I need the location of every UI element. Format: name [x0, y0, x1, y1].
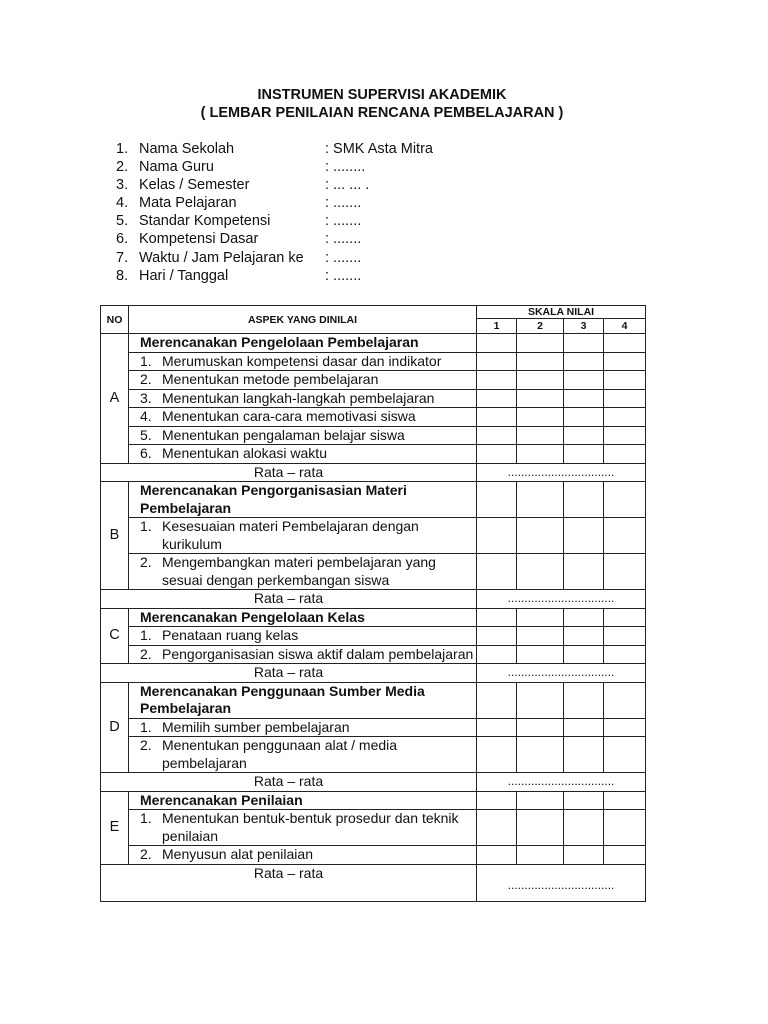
info-row	[116, 177, 433, 195]
criterion	[129, 389, 477, 408]
average-row	[101, 773, 646, 792]
average-value[interactable]: ................................	[477, 463, 646, 482]
info-number: 5.	[116, 213, 129, 230]
criterion-text: Menyusun alat penilaian	[162, 846, 313, 862]
table-row	[101, 352, 646, 371]
score-cell-2[interactable]	[517, 408, 564, 427]
section-code: C	[101, 608, 129, 664]
average-row	[101, 590, 646, 609]
score-cell-4[interactable]	[604, 408, 646, 427]
score-cell-4[interactable]	[604, 737, 646, 773]
info-number: 7.	[116, 249, 129, 266]
criterion-number: 1.	[140, 718, 152, 735]
table-row	[101, 445, 646, 464]
table-row	[101, 737, 646, 773]
average-value[interactable]: ................................	[477, 664, 646, 683]
criterion-text: Kesesuaian materi Pembelajaran dengan kurikulum	[162, 518, 419, 552]
info-value: : .......	[325, 249, 362, 266]
section-row	[101, 608, 646, 627]
score-cell-4[interactable]	[604, 718, 646, 737]
section-title: Merencanakan Pengelolaan Kelas	[129, 608, 477, 627]
criterion	[129, 445, 477, 464]
score-cell-2[interactable]	[517, 426, 564, 445]
criterion	[129, 554, 477, 590]
document-title: INSTRUMEN SUPERVISI AKADEMIK	[257, 87, 507, 103]
criterion-number: 1.	[140, 810, 152, 826]
score-cell-3[interactable]	[564, 645, 604, 664]
info-label: Hari / Tanggal	[139, 267, 229, 284]
score-cell-3[interactable]	[564, 352, 604, 371]
score-cell-1[interactable]	[477, 408, 517, 427]
info-row	[116, 250, 433, 268]
score-cell-4[interactable]	[604, 791, 646, 810]
info-label: Standar Kompetensi	[139, 213, 271, 230]
score-cell-2[interactable]	[517, 718, 564, 737]
info-value: : ... ... .	[325, 177, 370, 194]
average-row	[101, 463, 646, 482]
info-label: Kelas / Semester	[139, 177, 250, 194]
criterion-number: 2.	[140, 371, 152, 387]
criterion-number: 1.	[140, 518, 152, 534]
info-number: 1.	[116, 141, 129, 157]
score-cell-3[interactable]	[564, 554, 604, 590]
table-row	[101, 554, 646, 590]
score-cell-3[interactable]	[564, 791, 604, 810]
score-cell-1[interactable]	[477, 482, 517, 518]
header-scale-1: 1	[477, 319, 517, 334]
average-value[interactable]: ................................	[477, 864, 646, 901]
info-number: 6.	[116, 231, 129, 248]
score-cell-3[interactable]	[564, 389, 604, 408]
criterion-text: Mengembangkan materi pembelajaran yang sesuai dengan perkembangan siswa	[162, 554, 436, 588]
score-cell-3[interactable]	[564, 518, 604, 554]
table-row	[101, 426, 646, 445]
score-cell-2[interactable]	[517, 518, 564, 554]
criterion	[129, 408, 477, 427]
score-cell-2[interactable]	[517, 846, 564, 865]
criterion-text: Menentukan pengalaman belajar siswa	[162, 426, 405, 443]
criterion-number: 2.	[140, 554, 152, 570]
score-cell-1[interactable]	[477, 608, 517, 627]
info-row	[116, 141, 433, 159]
average-label: Rata – rata	[101, 590, 477, 609]
score-cell-1[interactable]	[477, 846, 517, 865]
criterion-text: Menentukan metode pembelajaran	[162, 371, 379, 387]
average-row	[101, 864, 646, 901]
section-code: A	[101, 334, 129, 464]
table-row	[101, 371, 646, 390]
section-row	[101, 482, 646, 518]
table-row	[101, 718, 646, 737]
info-row	[116, 268, 433, 286]
score-cell-1[interactable]	[477, 518, 517, 554]
score-cell-1[interactable]	[477, 645, 517, 664]
score-cell-3[interactable]	[564, 608, 604, 627]
header-scale-3: 3	[564, 319, 604, 334]
criterion-text: Penataan ruang kelas	[162, 627, 299, 643]
criterion-number: 2.	[140, 645, 152, 662]
section-code: B	[101, 482, 129, 590]
section-code: E	[101, 791, 129, 864]
score-cell-3[interactable]	[564, 408, 604, 427]
criterion-text: Menentukan penggunaan alat / media pembelajaran	[162, 737, 398, 771]
score-cell-3[interactable]	[564, 846, 604, 865]
score-cell-2[interactable]	[517, 554, 564, 590]
info-number: 8.	[116, 267, 129, 284]
info-number: 4.	[116, 195, 129, 212]
criterion	[129, 718, 477, 737]
score-cell-1[interactable]	[477, 682, 517, 718]
score-cell-4[interactable]	[604, 389, 646, 408]
criterion	[129, 737, 477, 773]
score-cell-1[interactable]	[477, 627, 517, 646]
info-row	[116, 213, 433, 231]
table-row	[101, 518, 646, 554]
criterion-text: Pengorganisasian siswa aktif dalam pembelajaran	[162, 645, 474, 662]
document-subtitle: ( LEMBAR PENILAIAN RENCANA PEMBELAJARAN )	[200, 105, 564, 121]
score-cell-4[interactable]	[604, 554, 646, 590]
score-cell-3[interactable]	[564, 371, 604, 390]
score-cell-2[interactable]	[517, 371, 564, 390]
table-row	[101, 810, 646, 846]
score-cell-1[interactable]	[477, 445, 517, 464]
info-value: : .......	[325, 231, 362, 248]
score-cell-1[interactable]	[477, 791, 517, 810]
section-row	[101, 682, 646, 718]
average-label: Rata – rata	[101, 664, 477, 683]
section-code: D	[101, 682, 129, 773]
score-cell-1[interactable]	[477, 334, 517, 353]
header-skala-nilai: SKALA NILAI	[477, 306, 646, 319]
section-row	[101, 334, 646, 353]
score-cell-4[interactable]	[604, 810, 646, 846]
average-label: Rata – rata	[101, 773, 477, 792]
criterion-number: 1.	[140, 627, 152, 643]
score-cell-4[interactable]	[604, 608, 646, 627]
header-scale-4: 4	[604, 319, 646, 334]
info-label: Nama Guru	[139, 159, 214, 176]
score-cell-3[interactable]	[564, 482, 604, 518]
criterion	[129, 846, 477, 865]
criterion-text: Merumuskan kompetensi dasar dan indikator	[162, 352, 442, 369]
score-cell-3[interactable]	[564, 426, 604, 445]
criterion-number: 6.	[140, 445, 152, 461]
score-cell-3[interactable]	[564, 718, 604, 737]
section-title: Merencanakan Penggunaan Sumber Media Pembelajaran	[129, 682, 477, 718]
score-cell-3[interactable]	[564, 737, 604, 773]
criterion-number: 2.	[140, 846, 152, 862]
criterion	[129, 371, 477, 390]
score-cell-1[interactable]	[477, 426, 517, 445]
section-title: Merencanakan Penilaian	[129, 791, 477, 810]
criterion	[129, 518, 477, 554]
criterion-number: 1.	[140, 352, 152, 369]
score-cell-4[interactable]	[604, 426, 646, 445]
table-row	[101, 645, 646, 664]
info-number: 3.	[116, 177, 129, 194]
score-cell-2[interactable]	[517, 627, 564, 646]
score-cell-4[interactable]	[604, 334, 646, 353]
score-cell-4[interactable]	[604, 627, 646, 646]
score-cell-2[interactable]	[517, 352, 564, 371]
criterion	[129, 627, 477, 646]
table-row	[101, 846, 646, 865]
criterion-number: 4.	[140, 408, 152, 424]
score-cell-4[interactable]	[604, 846, 646, 865]
score-cell-1[interactable]	[477, 737, 517, 773]
score-cell-2[interactable]	[517, 810, 564, 846]
info-row	[116, 159, 433, 177]
info-label: Mata Pelajaran	[139, 195, 237, 212]
info-label: Nama Sekolah	[139, 141, 235, 157]
score-cell-1[interactable]	[477, 554, 517, 590]
score-cell-1[interactable]	[477, 810, 517, 846]
header-scale-2: 2	[517, 319, 564, 334]
header-aspek: ASPEK YANG DINILAI	[129, 306, 477, 334]
score-cell-3[interactable]	[564, 627, 604, 646]
score-cell-2[interactable]	[517, 608, 564, 627]
info-value: : .......	[325, 213, 362, 230]
table-row	[101, 627, 646, 646]
score-cell-4[interactable]	[604, 518, 646, 554]
score-cell-1[interactable]	[477, 718, 517, 737]
info-value: : ........	[325, 159, 366, 176]
score-cell-2[interactable]	[517, 737, 564, 773]
section-title: Merencanakan Pengelolaan Pembelajaran	[129, 334, 477, 353]
score-cell-2[interactable]	[517, 791, 564, 810]
score-cell-2[interactable]	[517, 682, 564, 718]
criterion	[129, 426, 477, 445]
criterion	[129, 352, 477, 371]
criterion	[129, 645, 477, 664]
assessment-table	[100, 305, 646, 902]
criterion-text: Menentukan bentuk-bentuk prosedur dan teknik penilaian	[162, 810, 459, 844]
score-cell-4[interactable]	[604, 371, 646, 390]
criterion	[129, 810, 477, 846]
header-no: NO	[101, 306, 129, 334]
score-cell-4[interactable]	[604, 352, 646, 371]
criterion-number: 2.	[140, 737, 152, 753]
score-cell-2[interactable]	[517, 445, 564, 464]
average-label: Rata – rata	[101, 463, 477, 482]
identity-list	[116, 141, 433, 286]
score-cell-1[interactable]	[477, 371, 517, 390]
section-title: Merencanakan Pengorganisasian Materi Pembelajaran	[129, 482, 477, 518]
score-cell-3[interactable]	[564, 445, 604, 464]
info-value: : SMK Asta Mitra	[325, 141, 433, 157]
score-cell-4[interactable]	[604, 482, 646, 518]
score-cell-3[interactable]	[564, 682, 604, 718]
section-row	[101, 791, 646, 810]
score-cell-4[interactable]	[604, 445, 646, 464]
criterion-number: 5.	[140, 426, 152, 443]
average-value[interactable]: ................................	[477, 773, 646, 792]
criterion-number: 3.	[140, 389, 152, 406]
info-label: Kompetensi Dasar	[139, 231, 259, 248]
criterion-text: Menentukan cara-cara memotivasi siswa	[162, 408, 416, 424]
info-number: 2.	[116, 159, 129, 176]
average-label: Rata – rata	[101, 864, 477, 901]
criterion-text: Memilih sumber pembelajaran	[162, 718, 350, 735]
average-row	[101, 664, 646, 683]
criterion-text: Menentukan langkah-langkah pembelajaran	[162, 389, 435, 406]
score-cell-4[interactable]	[604, 682, 646, 718]
score-cell-1[interactable]	[477, 389, 517, 408]
table-row	[101, 408, 646, 427]
table-row	[101, 389, 646, 408]
info-row	[116, 195, 433, 213]
score-cell-2[interactable]	[517, 645, 564, 664]
average-value[interactable]: ................................	[477, 590, 646, 609]
score-cell-4[interactable]	[604, 645, 646, 664]
info-label: Waktu / Jam Pelajaran ke	[139, 249, 304, 266]
score-cell-2[interactable]	[517, 482, 564, 518]
score-cell-1[interactable]	[477, 352, 517, 371]
score-cell-3[interactable]	[564, 810, 604, 846]
info-row	[116, 231, 433, 249]
criterion-text: Menentukan alokasi waktu	[162, 445, 327, 461]
score-cell-2[interactable]	[517, 389, 564, 408]
score-cell-3[interactable]	[564, 334, 604, 353]
score-cell-2[interactable]	[517, 334, 564, 353]
info-value: : .......	[325, 267, 362, 284]
info-value: : .......	[325, 195, 362, 212]
